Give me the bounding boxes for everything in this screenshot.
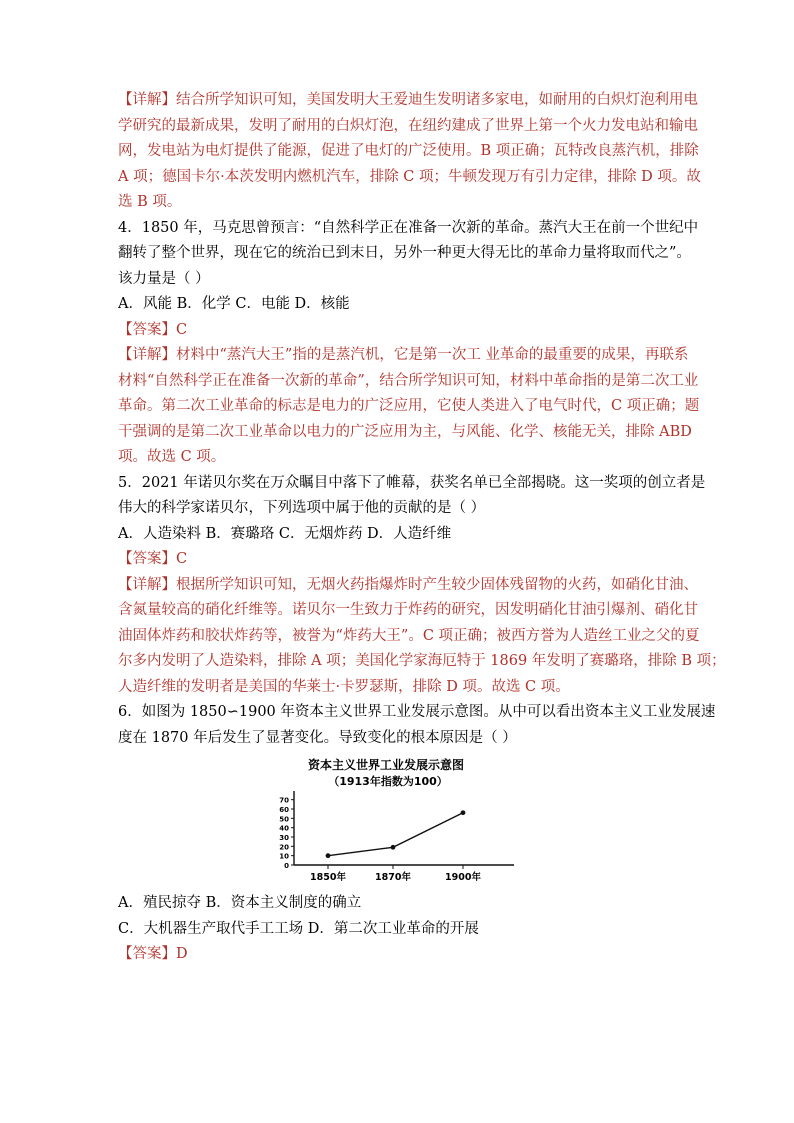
question-5-explanation: 含氮量较高的硝化纤维等。诺贝尔一生致力于炸药的研究，因发明硝化甘油引爆剂、硝化甘 — [118, 602, 698, 618]
question-4-explanation: 革命。第二次工业革命的标志是电力的广泛应用，它使人类进入了电气时代，C 项正确；题 — [118, 398, 700, 414]
question-4-explanation: 干强调的是第二次工业革命以电力的广泛应用为主，与风能、化学、核能无关，排除 ABD — [118, 423, 692, 440]
question-5-explanation: 【详解】根据所学知识可知，无烟火药指爆炸时产生较少固体残留物的火药，如硝化甘油、 — [118, 576, 698, 593]
data-point — [461, 810, 466, 815]
explanation-line: 【详解】结合所学知识可知，美国发明大王爱迪生发明诸多家电，如耐用的白炽灯泡利用电 — [118, 92, 698, 108]
y-tick-label: 30 — [279, 834, 289, 842]
question-4-explanation: 材料“自然科学正在准备一次新的革命”，结合所学知识可知，材料中革命指的是第二次工业 — [118, 372, 699, 389]
y-tick-label: 40 — [279, 824, 289, 833]
y-tick-label: 20 — [279, 843, 289, 852]
y-tick-label: 60 — [279, 806, 289, 814]
explanation-line: 选 B 项。 — [118, 194, 182, 210]
question-6-stem: 6．如图为 1850∽1900 年资本主义世界工业发展示意图。从中可以看出资本主义工业发展速 — [118, 704, 716, 720]
question-4-explanation: 【详解】材料中“蒸汽大王”指的是蒸汽机，它是第一次工 业革命的最重要的成果，再联系 — [118, 347, 689, 363]
question-4-options: A．风能 B．化学 C．电能 D．核能 — [118, 296, 350, 312]
document-page — [118, 88, 726, 968]
explanation-tag: 【详解】 — [118, 92, 176, 108]
explanation-line: A 项；德国卡尔·本茨发明内燃机汽车，排除 C 项；牛顿发现万有引力定律，排除 D 项。故 — [118, 168, 701, 185]
x-tick-label: 1900年 — [445, 872, 481, 883]
question-4-stem: 翻转了整个世界，现在它的统治已到末日，另外一种更大得无比的革命力量将取而代之”。 — [118, 245, 691, 261]
y-tick-label: 70 — [279, 796, 289, 805]
industrial-development-chart — [118, 755, 678, 887]
data-point — [391, 845, 396, 850]
question-6-stem: 度在 1870 年后发生了显著变化。导致变化的根本原因是（ ） — [118, 729, 517, 746]
question-4-explanation: 项。故选 C 项。 — [118, 449, 226, 465]
question-5-explanation: 油固体炸药和胶状炸药等，被誉为“炸药大王”。C 项正确；被西方誉为人造丝工业之父的夏 — [118, 627, 700, 644]
y-tick-label: 10 — [279, 852, 289, 861]
question-5-options: A．人造染料 B．赛璐珞 C．无烟炸药 D．人造纤维 — [118, 525, 452, 542]
chart-container — [118, 755, 678, 887]
question-4-stem: 4．1850 年，马克思曾预言：“自然科学正在准备一次新的革命。蒸汽大王在前一个世纪中 — [118, 219, 699, 236]
question-5-explanation: 尔多内发明了人造染料，排除 A 项；美国化学家海厄特于 1869 年发明了赛璐珞，排除 B 项； — [118, 653, 726, 669]
explanation-line: 学研究的最新成果，发明了耐用的白炽灯泡，在纽约建成了世界上第一个火力发电站和输电 — [118, 117, 698, 134]
chart-title: 资本主义世界工业发展示意图 — [307, 758, 465, 772]
question-6-option-ab: A．殖民掠夺 B．资本主义制度的确立 — [118, 895, 362, 911]
explanation-line: 网，发电站为电灯提供了能源，促进了电灯的广泛使用。B 项正确；瓦特改良蒸汽机，排除 — [118, 143, 699, 159]
chart-subtitle: （1913年指数为100） — [328, 775, 448, 788]
question-4-stem: 该力量是（ ） — [118, 270, 210, 287]
question-5-stem: 伟大的科学家诺贝尔，下列选项中属于他的贡献的是（ ） — [118, 500, 486, 516]
question-5-explanation: 人造纤维的发明者是美国的华莱士·卡罗瑟斯，排除 D 项。故选 C 项。 — [118, 678, 570, 695]
question-5-answer: 【答案】C — [118, 551, 188, 567]
data-point — [326, 853, 331, 858]
x-tick-label: 1850年 — [310, 872, 346, 883]
question-6-option-cd: C．大机器生产取代手工工场 D．第二次工业革命的开展 — [118, 920, 479, 937]
question-6-answer: 【答案】D — [118, 946, 188, 962]
x-tick-label: 1870年 — [375, 872, 411, 883]
y-tick-label: 0 — [284, 862, 289, 870]
question-5-stem: 5．2021 年诺贝尔奖在万众瞩目中落下了帷幕，获奖名单已全部揭晓。这一奖项的创立者是 — [118, 474, 706, 491]
series-line — [328, 813, 463, 856]
question-4-answer: 【答案】C — [118, 321, 188, 338]
y-tick-label: 50 — [279, 815, 289, 824]
